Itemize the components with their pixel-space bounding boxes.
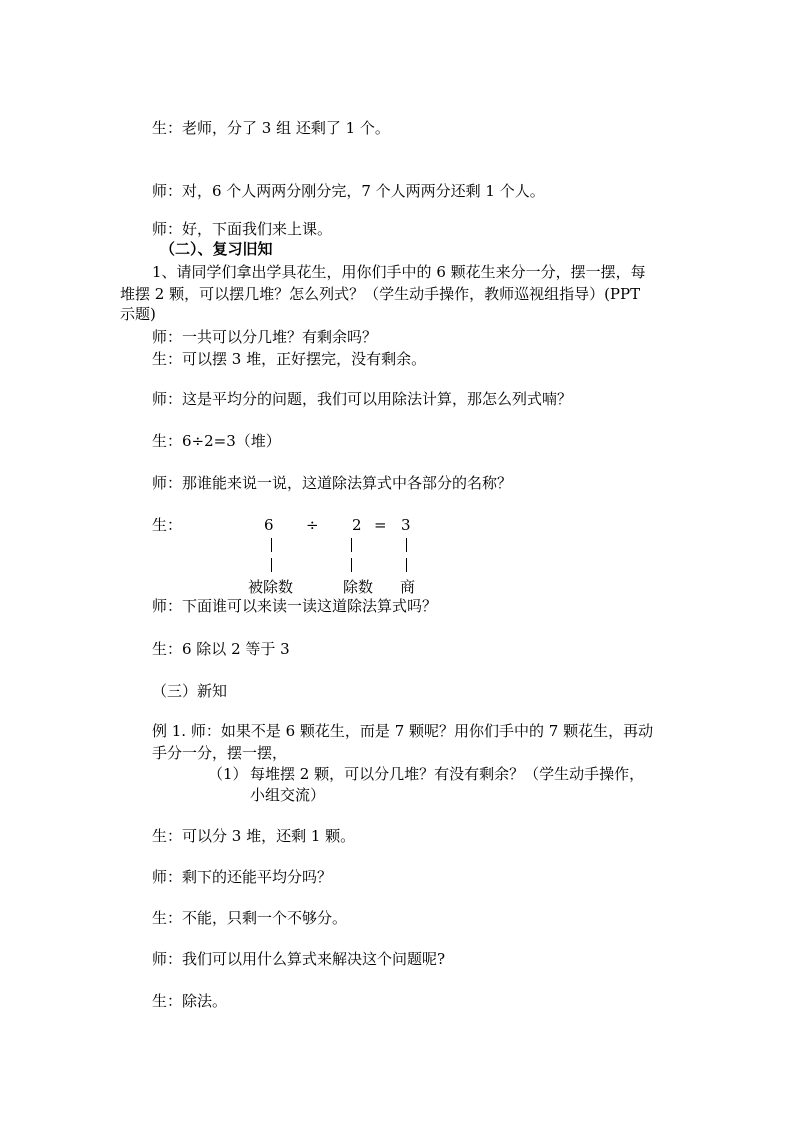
connector-line	[351, 558, 352, 572]
question-number: （1）	[208, 765, 248, 783]
paragraph-line: 示题)	[120, 305, 156, 323]
question-line: 小组交流）	[250, 786, 326, 804]
dialogue-line: 师：我们可以用什么算式来解决这个问题呢?	[152, 950, 446, 968]
label-quotient: 商	[400, 578, 416, 596]
dialogue-line: 师：剩下的还能平均分吗？	[152, 868, 333, 886]
label-divisor: 除数	[343, 578, 374, 596]
section-heading: （二）、复习旧知	[160, 240, 273, 258]
connector-line	[406, 538, 407, 552]
dividend-value: 6	[264, 516, 274, 534]
divisor-value: 2	[352, 516, 362, 534]
section-heading: （三）新知	[152, 682, 228, 700]
paragraph-line: 1、请同学们拿出学具花生，用你们手中的 6 颗花生来分一分，摆一摆，每	[152, 263, 646, 281]
dialogue-line: 师：那谁能来说一说，这道除法算式中各部分的名称？	[152, 474, 513, 492]
dialogue-line: 师：下面谁可以来读一读这道除法算式吗？	[152, 597, 438, 615]
dialogue-line: 生：可以分 3 堆，还剩 1 颗。	[152, 827, 356, 845]
connector-line	[351, 538, 352, 552]
connector-line	[271, 558, 272, 572]
paragraph-line: 堆摆 2 颗，可以摆几堆？怎么列式？（学生动手操作，教师巡视组指导）(PPT	[120, 285, 641, 303]
connector-line	[406, 558, 407, 572]
dialogue-line: 师：对，6 个人两两分刚分完，7 个人两两分还剩 1 个人。	[152, 182, 545, 200]
paragraph-line: 例 1. 师：如果不是 6 颗花生，而是 7 颗呢？用你们手中的 7 颗花生，再动	[152, 722, 654, 740]
paragraph-line: 手分一分，摆一摆，	[152, 744, 288, 762]
dialogue-line: 生：老师，分了 3 组 还剩了 1 个。	[152, 119, 390, 137]
dialogue-line: 师：这是平均分的问题，我们可以用除法计算，那怎么列式喃？	[152, 390, 573, 408]
dialogue-line: 生：6÷2=3（堆）	[152, 432, 281, 450]
dialogue-line: 生：除法。	[152, 992, 228, 1010]
dialogue-line: 生：6 除以 2 等于 3	[152, 640, 290, 658]
quotient-value: 3	[401, 516, 411, 534]
question-line: 每堆摆 2 颗，可以分几堆？有没有剩余？（学生动手操作，	[250, 765, 645, 783]
dialogue-line: 生：不能，只剩一个不够分。	[152, 909, 348, 927]
divide-sign: ÷	[306, 516, 319, 534]
equals-sign: =	[374, 516, 387, 534]
connector-line	[271, 538, 272, 552]
dialogue-line: 师：一共可以分几堆？有剩余吗？	[152, 328, 378, 346]
dialogue-line: 生：	[152, 516, 183, 534]
label-dividend: 被除数	[248, 578, 294, 596]
dialogue-line: 师：好，下面我们来上课。	[152, 220, 333, 238]
dialogue-line: 生：可以摆 3 堆，正好摆完，没有剩余。	[152, 350, 427, 368]
